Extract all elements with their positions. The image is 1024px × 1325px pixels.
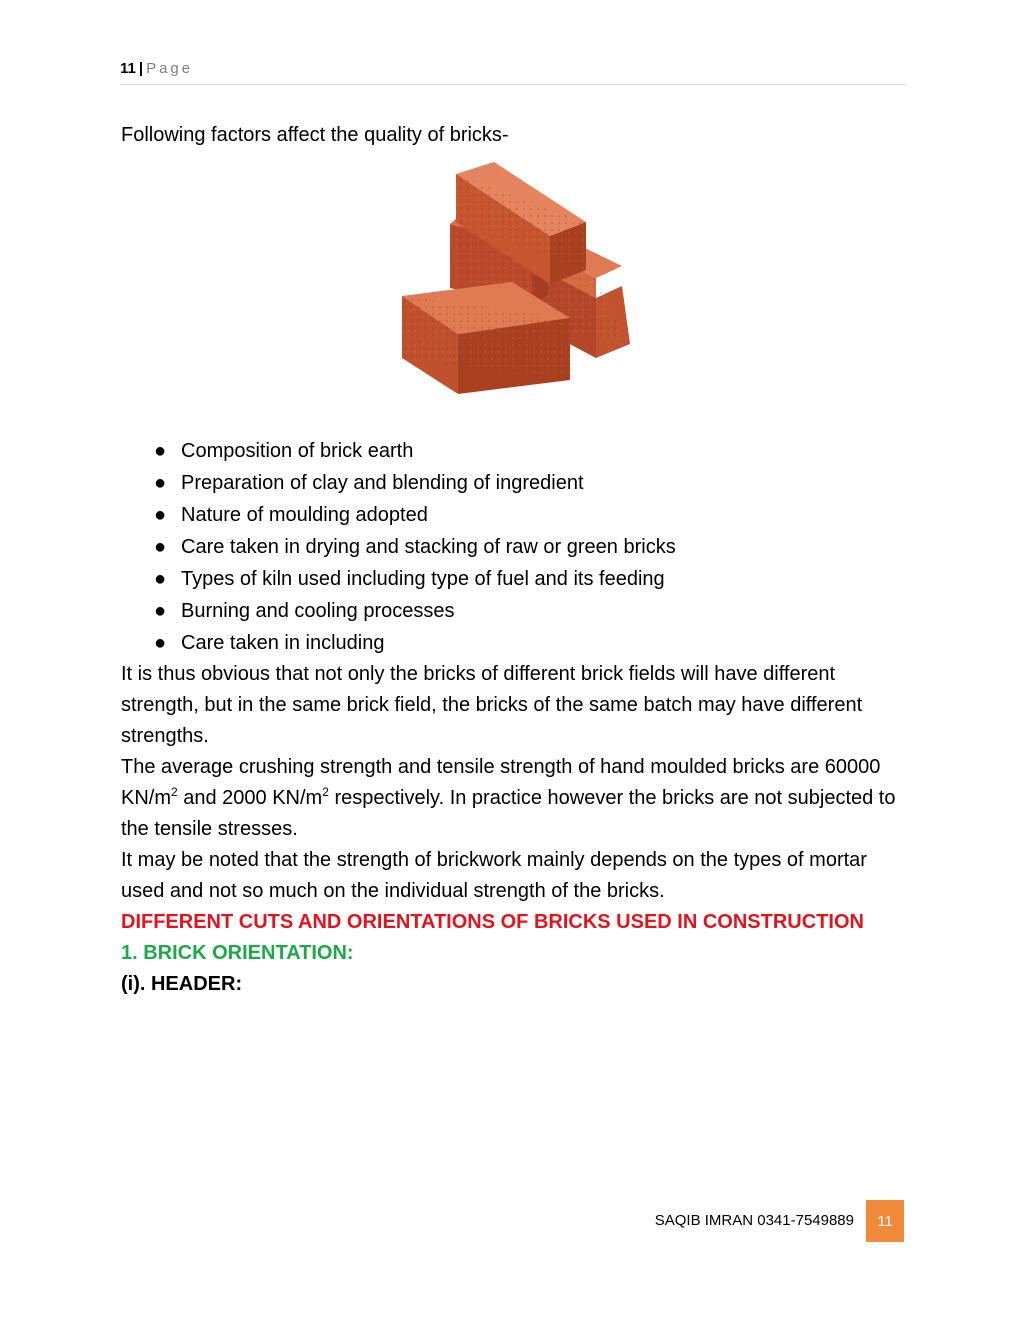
paragraph-crushing-strength: The average crushing strength and tensile strength of hand moulded bricks are 60000 $KN/m^2$ and 2000 $KN/m^2$ respectively. In practice however the bricks are not subjected to the tensile stresses. [121, 756, 896, 840]
list-item: ● Nature of moulding adopted [121, 499, 676, 531]
body-text [121, 659, 911, 1000]
bricks-image [382, 158, 640, 402]
list-item: ● Burning and cooling processes [121, 595, 676, 627]
footer-author: SAQIB IMRAN 0341-7549889 [654, 1212, 854, 1229]
footer-page-number: 11 [866, 1200, 904, 1242]
bullet-icon: ● [154, 536, 167, 558]
list-item: ● Care taken in including [121, 627, 676, 659]
header-page-number: 11 [120, 60, 136, 77]
factor-list [121, 435, 676, 659]
section-heading: DIFFERENT CUTS AND ORIENTATIONS OF BRICKS USED IN CONSTRUCTION [121, 911, 864, 933]
header-separator: | [138, 60, 144, 77]
list-item: ● Composition of brick earth [121, 435, 676, 467]
paragraph-brickwork-strength: It may be noted that the strength of brickwork mainly depends on the types of mortar used and not so much on the individual strength of the bricks. [121, 849, 867, 902]
subsection-heading: 1. BRICK ORIENTATION: [121, 942, 354, 964]
list-item: ● Care taken in drying and stacking of raw or green bricks [121, 531, 676, 563]
list-item: ● Types of kiln used including type of fuel and its feeding [121, 563, 676, 595]
bullet-icon: ● [154, 440, 167, 462]
bullet-icon: ● [154, 632, 167, 654]
item-heading: (i). HEADER: [121, 973, 243, 995]
bullet-icon: ● [154, 568, 167, 590]
page-header [120, 60, 906, 85]
paragraph-strength-variation: It is thus obvious that not only the bricks of different brick fields will have different strength, but in the same brick field, the bricks of the same batch may have different strengths. [121, 663, 863, 747]
page-footer [600, 1200, 904, 1242]
bullet-icon: ● [154, 472, 167, 494]
bullet-icon: ● [154, 504, 167, 526]
bullet-icon: ● [154, 600, 167, 622]
intro-text: Following factors affect the quality of bricks- [121, 124, 509, 146]
header-page-label: Page [146, 60, 194, 77]
list-item: ● Preparation of clay and blending of ingredient [121, 467, 676, 499]
